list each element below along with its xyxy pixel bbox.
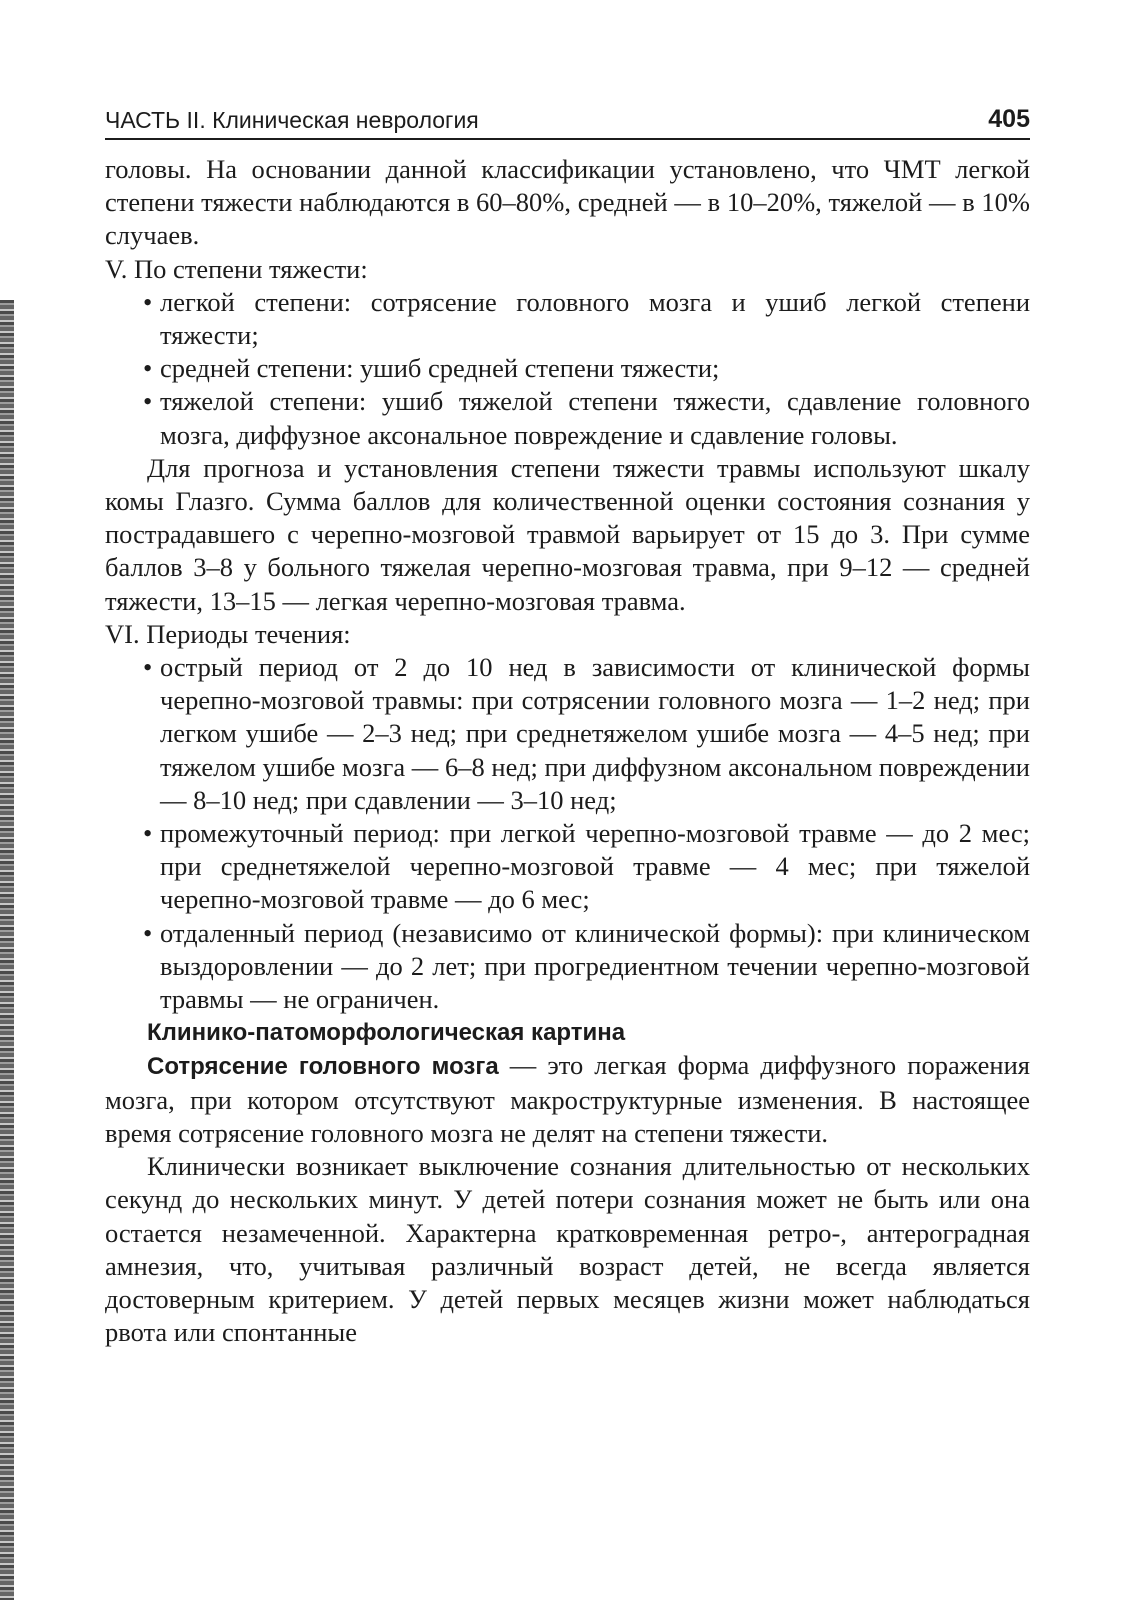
list-item: • легкой степени: сотрясение головного мозга и ушиб легкой степени тяжести; [160, 286, 1030, 352]
page-body [105, 153, 1030, 1349]
scan-binding-edge [0, 300, 14, 1600]
concussion-definition: — это легкая форма диффузного поражения мозга, при котором отсутствуют макроструктурные изменения. В настоящее время сотрясение головного мозга не делят на степени тяжести. [105, 1050, 1030, 1148]
section-vi-heading: VI. Периоды течения: [105, 618, 351, 649]
list-item: • средней степени: ушиб средней степени тяжести; [160, 352, 1030, 385]
list-item: • острый период от 2 до 10 нед в зависимости от клинической формы черепно-мозговой травмы: при сотрясении головного мозга — 1–2 нед; при легком ушибе — 2–3 нед; при среднетяжелом ушибе мозга — 4–5 нед; при тяжелом ушибе мозга — 6–8 нед; при диффузном аксональном повреждении — 8–10 нед; при сдавлении — 3–10 нед; [160, 651, 1030, 817]
clinical-paragraph: Клинически возникает выключение сознания длительностью от нескольких секунд до нескольких минут. У детей потери сознания может не быть или она остается незамеченной. Характерна кратковременная ретро-, антероградная амнезия, что, учитывая различный возраст детей, не всегда является достоверным критерием. У детей первых месяцев жизни может наблюдаться рвота или спонтанные [105, 1151, 1030, 1348]
intro-paragraph: головы. На основании данной классификации установлено, что ЧМТ легкой степени тяжести наблюдаются в 60–80%, средней — в 10–20%, тяжелой — в 10% случаев. [105, 154, 1030, 251]
section-subheading: Клинико-патоморфологическая картина [147, 1019, 626, 1047]
section-v-heading: V. По степени тяжести: [105, 253, 368, 284]
book-page [105, 100, 1030, 1349]
list-item: • промежуточный период: при легкой черепно-мозговой травме — до 2 мес; при среднетяжелой черепно-мозговой травме — 4 мес; при тяжелой черепно-мозговой травме — до 6 мес; [160, 817, 1030, 917]
running-header [105, 100, 1030, 140]
page-number: 405 [988, 105, 1030, 133]
running-title: ЧАСТЬ II. Клиническая неврология [105, 107, 479, 133]
severity-list [105, 286, 1030, 452]
periods-list [105, 651, 1030, 1016]
concussion-paragraph [105, 1049, 1030, 1150]
glasgow-paragraph: Для прогноза и установления степени тяжести травмы используют шкалу комы Глазго. Сумма баллов для количественной оценки состояния сознания у пострадавшего с черепно-мозговой травмой варьирует от 15 до 3. При сумме баллов 3–8 у больного тяжелая черепно-мозговая травма, при 9–12 — средней тяжести, 13–15 — легкая черепно-мозговая травма. [105, 452, 1030, 616]
list-item: • отдаленный период (независимо от клинической формы): при клиническом выздоровлении — до 2 лет; при прогредиентном течении черепно-мозговой травмы — не ограничен. [160, 917, 1030, 1017]
concussion-term: Сотрясение головного мозга [147, 1053, 499, 1081]
list-item: • тяжелой степени: ушиб тяжелой степени тяжести, сдавление головного мозга, диффузное аксональное повреждение и сдавление головы. [160, 385, 1030, 451]
